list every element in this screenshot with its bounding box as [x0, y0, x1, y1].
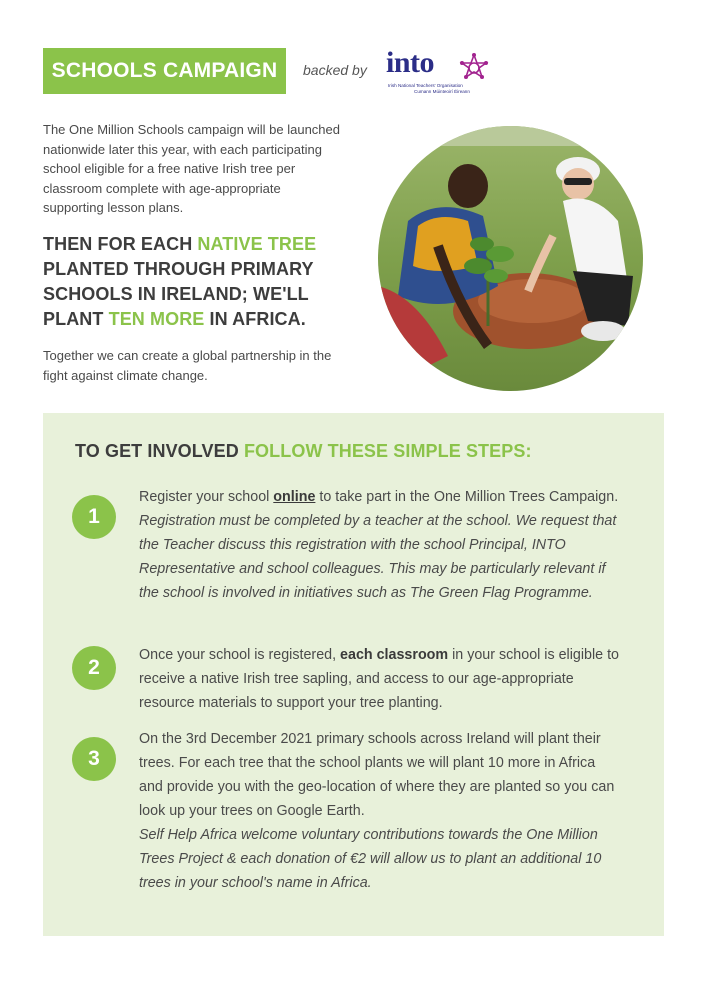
- step-3-pre: On the 3rd December 2021 primary schools across Ireland will plant their trees. For each tree that the school plants we will plant 10 more in Africa and provide you with the geo-location of where they are planted so you can look up your trees on Google Earth.: [139, 731, 615, 819]
- headline-native-tree: NATIVE TREE: [197, 234, 317, 254]
- step-1-text: [139, 485, 619, 605]
- steps-panel: [43, 413, 664, 936]
- into-emblem-icon: [458, 52, 490, 84]
- intro-paragraph: The One Million Schools campaign will be launched nationwide later this year, with each participating school eligible for a free native Irish tree per classroom complete with age-appropriate supporting lesson plans.: [43, 122, 340, 215]
- into-subtitle-1: Irish National Teachers' Organisation: [388, 83, 463, 88]
- step-1-pre: Register your school: [139, 489, 274, 505]
- step-2-number: 2: [72, 646, 116, 690]
- step-1-number: 1: [72, 495, 116, 539]
- online-link[interactable]: online: [273, 489, 316, 505]
- headline: [43, 232, 343, 332]
- step-3-number: 3: [72, 737, 116, 781]
- step-2-text: [139, 643, 619, 715]
- tree-planting-photo: [378, 126, 643, 391]
- headline-ten-more: TEN MORE: [108, 309, 205, 329]
- step-3-italic: Self Help Africa welcome voluntary contributions towards the One Million Trees Project & each donation of €2 will allow us to plant an additional 10 trees in your school's name in Africa.: [139, 827, 602, 891]
- headline-part-1: THEN FOR EACH: [43, 234, 198, 254]
- headline-part-2: PLANTED THROUGH PRIMARY SCHOOLS IN IRELAND; WE'LL PLANT: [43, 259, 314, 329]
- steps-title-green: FOLLOW THESE SIMPLE STEPS:: [243, 441, 532, 461]
- steps-title-dark: TO GET INVOLVED: [75, 441, 244, 461]
- backed-by-label: backed by: [303, 62, 367, 78]
- into-logo: [386, 46, 496, 98]
- steps-title: [75, 441, 532, 462]
- outro-paragraph: Together we can create a global partnership in the fight against climate change.: [43, 348, 332, 383]
- step-2-post: in your school is eligible to receive a native Irish tree sapling, and access to our age-appropriate resource materials to support your tree planting.: [139, 647, 619, 711]
- step-3-text: [139, 727, 619, 895]
- into-subtitle-2: Cumann Múinteoirí Éireann: [414, 89, 470, 94]
- headline-part-3: IN AFRICA.: [204, 309, 306, 329]
- badge-label: SCHOOLS CAMPAIGN: [51, 59, 278, 82]
- step-1-mid: to take part in the One Million Trees Campaign.: [315, 489, 619, 505]
- step-1-italic: Registration must be completed by a teacher at the school. We request that the Teacher discuss this registration with the school Principal, INTO Representative and school colleagues. This may be particularly relevant if the school is involved in initiatives such as The Green Flag Programme.: [139, 513, 617, 601]
- schools-campaign-badge: [43, 48, 286, 94]
- into-wordmark: into: [386, 46, 435, 79]
- step-2-pre: Once your school is registered,: [139, 647, 341, 663]
- step-2-bold: each classroom: [340, 647, 449, 663]
